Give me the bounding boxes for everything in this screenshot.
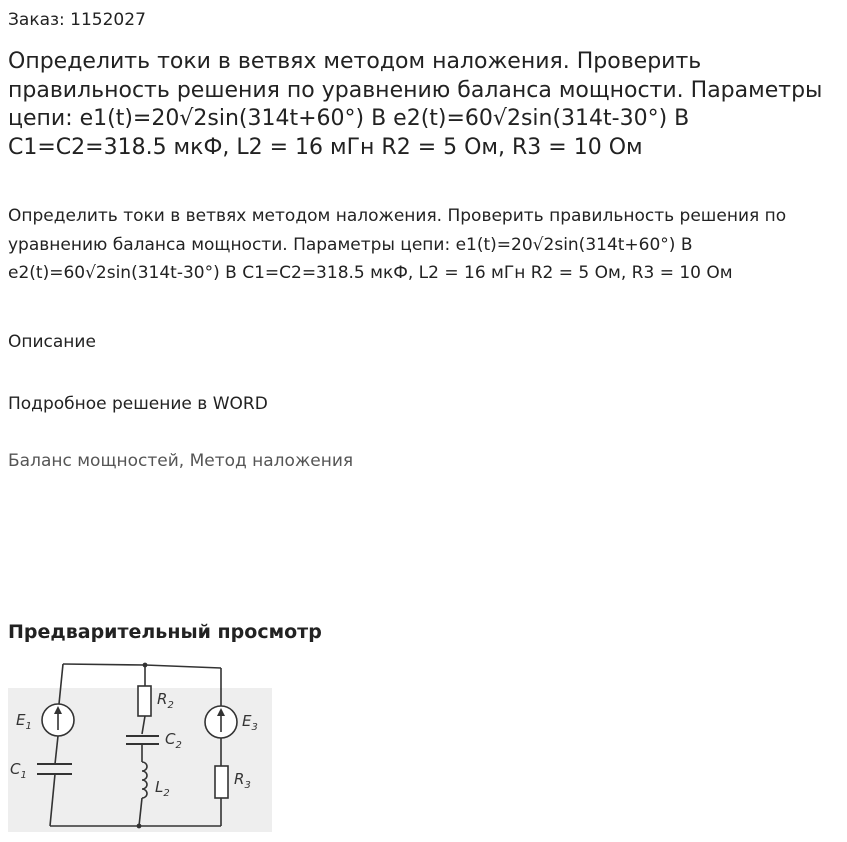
- source-e1-icon: [42, 704, 74, 736]
- page-title: Определить токи в ветвях методом наложения. Проверить правильность решения по уравнению баланса мощности. Параметры цепи: e1(t)=20√2sin(314t+60°) В e2(t)=60√2sin(314t-30°) В C1=C2=318.5 мкФ, L2 = 16 мГн R2 = 5 Ом, R3 = 10 Ом: [8, 49, 823, 160]
- circuit-diagram: [8, 660, 272, 832]
- order-number: Заказ: 1152027: [8, 10, 146, 30]
- label-e3: $E_3$: [242, 712, 258, 733]
- tag-separator: ,: [178, 451, 190, 471]
- label-l2: $L_2$: [155, 778, 170, 799]
- node-bottom: [137, 824, 142, 829]
- description-heading: Описание: [8, 332, 96, 352]
- label-r2: $R_2$: [157, 690, 174, 711]
- label-e1: $E_1$: [16, 711, 32, 732]
- tag-list: [8, 450, 353, 472]
- source-e3-icon: [205, 706, 237, 738]
- label-c1: $C_1$: [10, 760, 27, 781]
- resistor-r3-icon: [215, 766, 228, 798]
- tag-link-power-balance[interactable]: Баланс мощностей: [8, 451, 179, 471]
- label-r3: $R_3$: [234, 770, 251, 791]
- label-c2: $C_2$: [165, 730, 182, 751]
- resistor-r2-icon: [138, 686, 151, 716]
- tag-link-superposition[interactable]: Метод наложения: [189, 451, 354, 471]
- description-text: Подробное решение в WORD: [8, 394, 268, 414]
- node-top: [143, 663, 148, 668]
- circuit-preview-image[interactable]: [8, 660, 272, 832]
- task-statement: Определить токи в ветвях методом наложения. Проверить правильность решения по уравнению баланса мощности. Параметры цепи: e1(t)=20√2sin(314t+60°) В e2(t)=60√2sin(314t-30°) В C1=C2=318.5 мкФ, L2 = 16 мГн R2 = 5 Ом, R3 = 10 Ом: [8, 206, 787, 283]
- preview-heading: Предварительный просмотр: [8, 621, 322, 643]
